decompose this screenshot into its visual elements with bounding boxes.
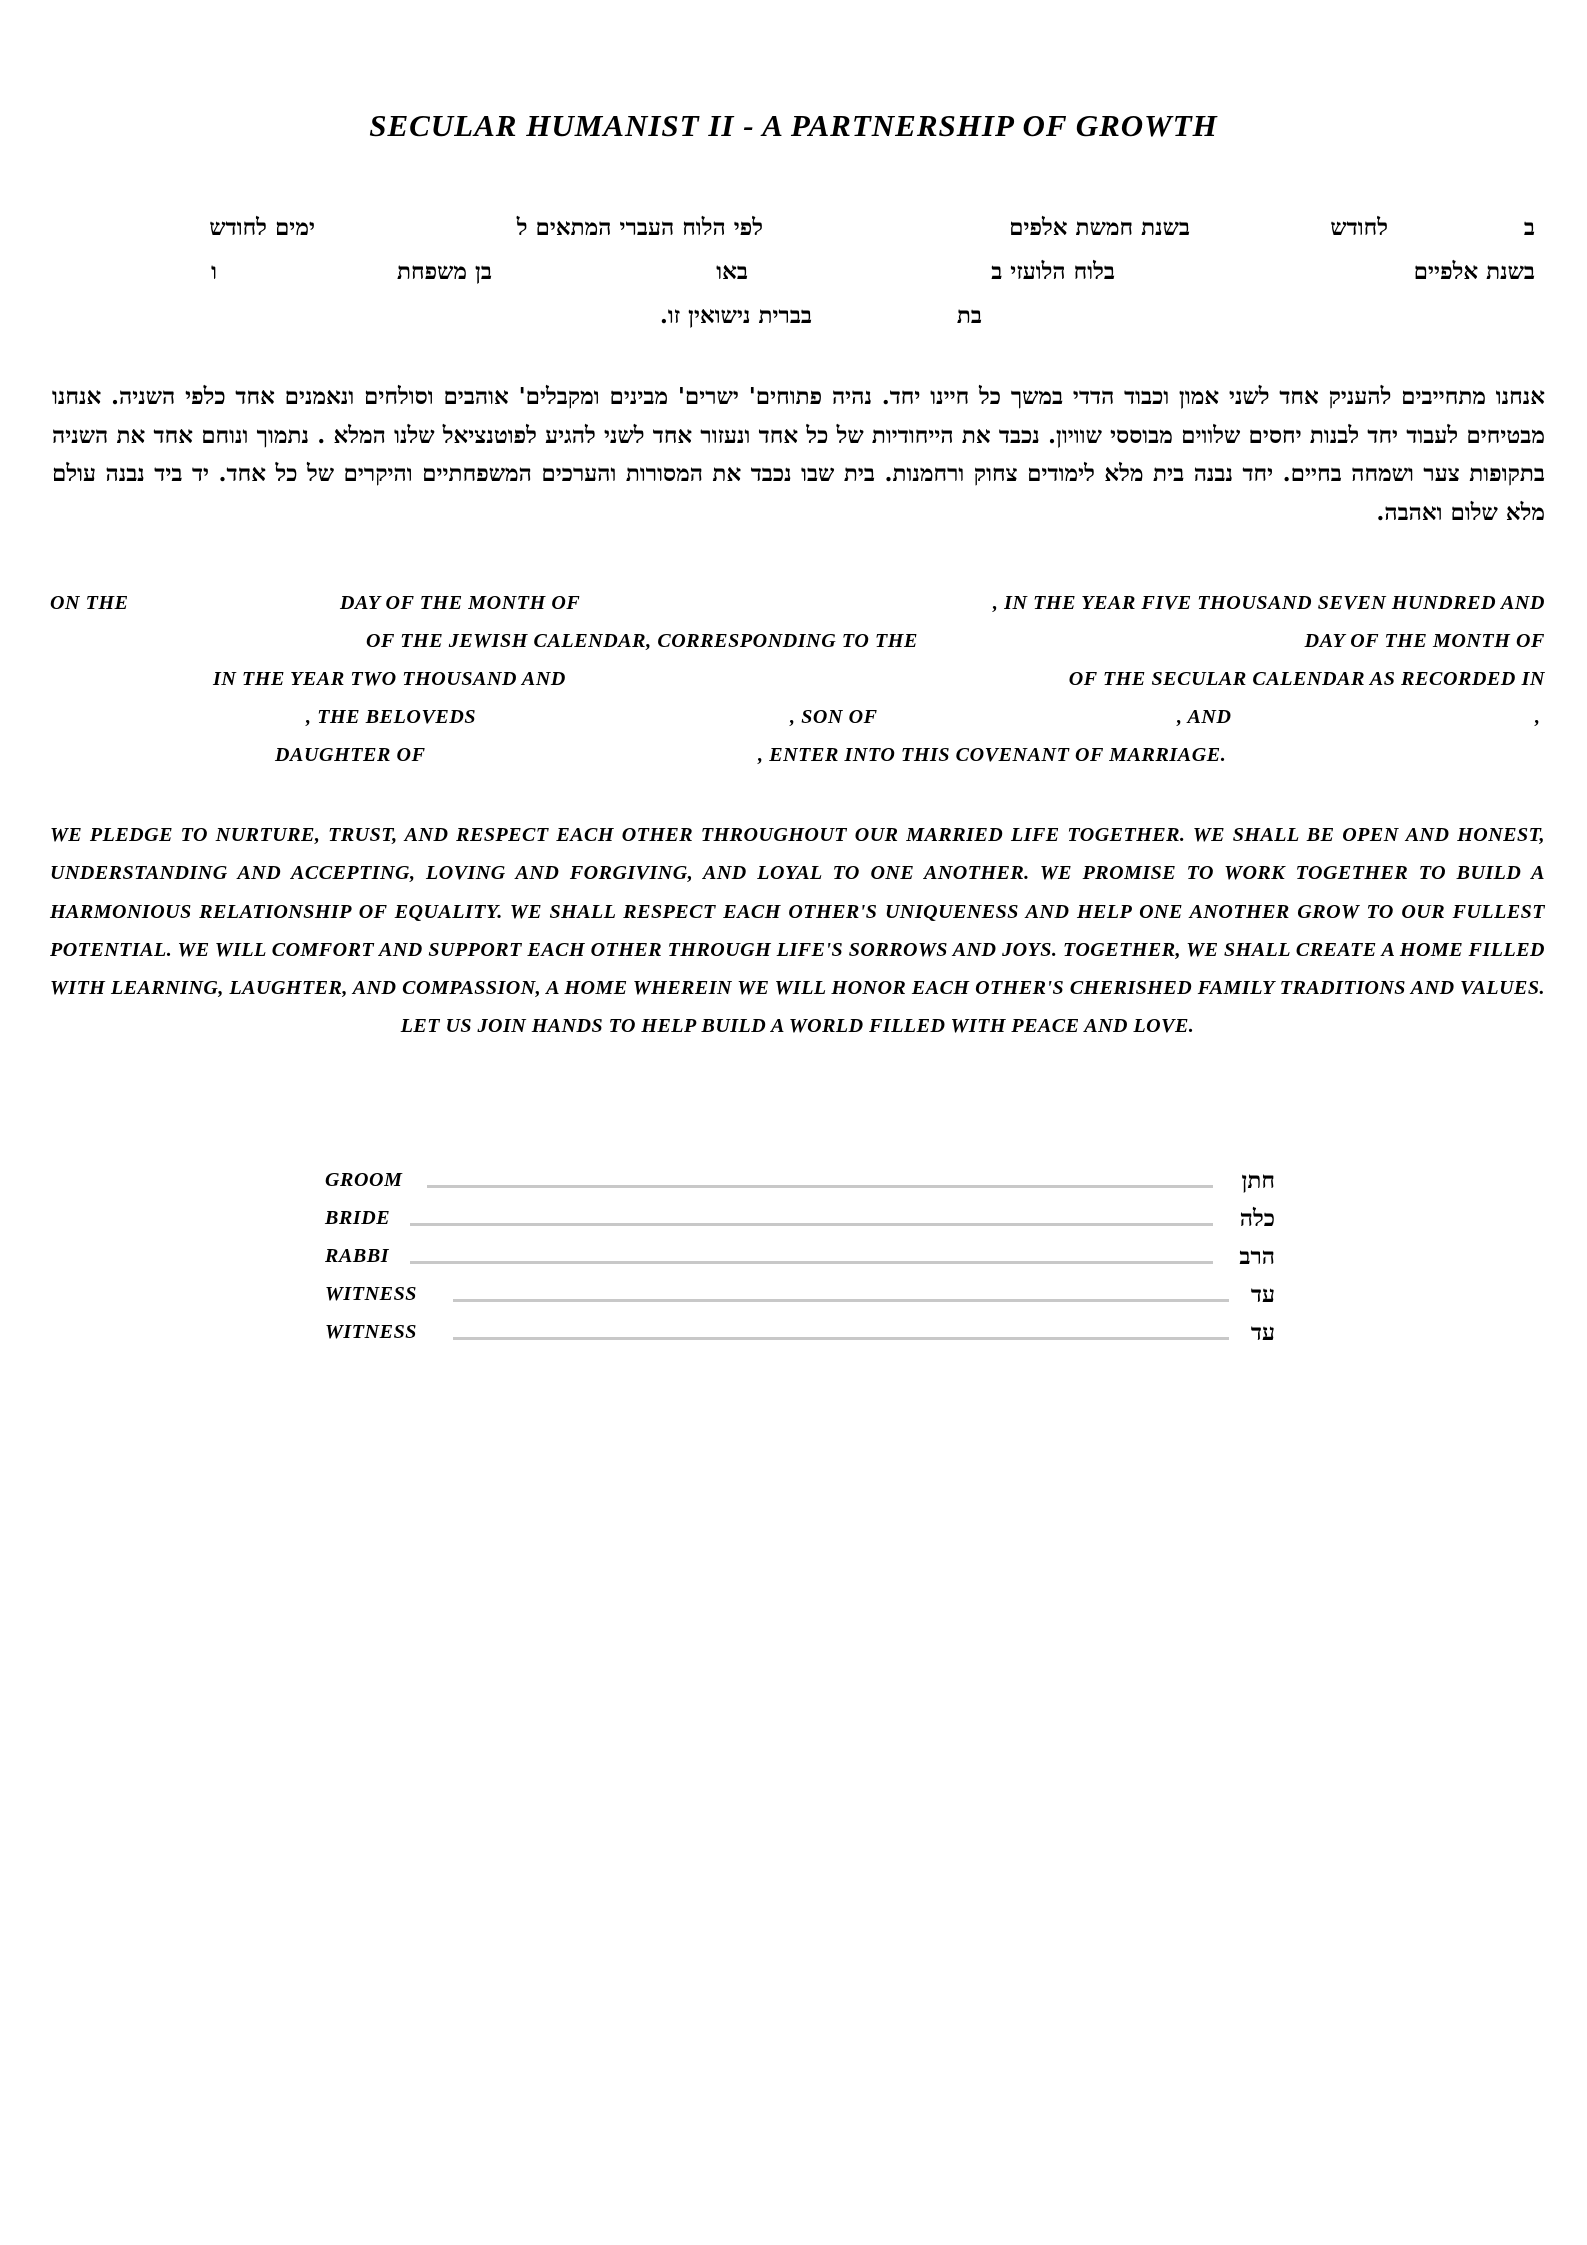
eng-h2-w2: DAY OF THE MONTH OF [1304,630,1545,652]
signature-line-groom[interactable] [427,1185,1213,1188]
eng-h3-w1: IN THE YEAR TWO THOUSAND AND [213,668,566,690]
heb-h2-w5: ו [211,258,217,285]
signature-row-witness-2 [325,1314,1275,1348]
heb-h2-w2: בלוח הלועזי ב [991,258,1115,285]
signature-line-witness-2[interactable] [453,1337,1229,1340]
signature-row-bride [325,1200,1275,1234]
signature-hebrew-label: כלה [1239,1205,1275,1232]
heb-h2-w3: באו [716,258,748,285]
heb-h1-w1: ב [1523,214,1535,241]
eng-h4-w1: , THE BELOVEDS [306,706,477,728]
hebrew-vows-paragraph: אנחנו מתחייבים להעניק אחד לשני אמון וכבוד הדדי במשך כל חיינו יחד. נהיה פתוחים' ישרים' מבינים ומקבלים' אוהבים וסולחים ונאמנים אחד כלפי השניה. אנחנו מבטיחים לעבוד יחד לבנות יחסים שלווים מבוססי שוויון. נכבד את הייחודיות של כל אחד ונעזור אחד לשני להגיע לפוטנציאל שלנו המלא . נתמוך ונוחם אחד את השניה בתקופות צער ושמחה בחיים. יחד נבנה בית מלא לימודים צחוק ורחמנות. בית שבו נכבד את המסורות והערכים המשפחתיים והיקרים של כל אחד. יד ביד נבנה עולם מלא שלום ואהבה. [52,383,1545,526]
heb-h1-w3: בשנת חמשת אלפים [1009,214,1190,241]
signature-hebrew-label: עד [1250,1281,1275,1308]
signature-line-rabbi[interactable] [410,1261,1213,1264]
document-title: SECULAR HUMANIST II - A PARTNERSHIP OF GROWTH [369,108,1218,143]
signature-line-bride[interactable] [410,1223,1213,1226]
eng-h1-w1: ON THE [50,592,129,614]
signature-label: BRIDE [325,1207,391,1229]
signature-line-witness-1[interactable] [453,1299,1229,1302]
eng-h1-w2: DAY OF THE MONTH OF [340,592,581,614]
signature-hebrew-label: עד [1250,1319,1275,1346]
signature-label: WITNESS [325,1321,418,1343]
heb-h3-w2: בברית נישואין זו. [659,302,812,329]
signature-hebrew-label: חתן [1241,1167,1275,1194]
eng-h4-w3: , AND [1177,706,1232,728]
heb-h2-w4: בן משפחת [396,258,492,285]
eng-h2-w1: OF THE JEWISH CALENDAR, CORRESPONDING TO THE [366,630,918,652]
eng-h3-w2: OF THE SECULAR CALENDAR AS RECORDED IN [1068,668,1545,690]
heb-h1-w5: ימים לחודש [209,214,315,241]
signature-row-groom [325,1162,1275,1196]
signature-row-witness-1 [325,1276,1275,1310]
heb-h2-w1: בשנת אלפיים [1413,258,1535,285]
signature-label: WITNESS [325,1283,418,1305]
heb-h1-w4: לפי הלוח העברי המתאים ל [516,214,763,241]
eng-h4-w2: , SON OF [790,706,878,728]
heb-h1-w2: לחודש [1330,214,1388,241]
signature-hebrew-label: הרב [1239,1243,1275,1270]
eng-h5-w2: , ENTER INTO THIS COVENANT OF MARRIAGE. [758,744,1227,766]
english-vows-paragraph: WE PLEDGE TO NURTURE, TRUST, AND RESPECT EACH OTHER THROUGHOUT OUR MARRIED LIFE TOGETHER. WE SHALL BE OPEN AND HONEST, UNDERSTANDING AND ACCEPTING, LOVING AND FORGIVING, AND LOYAL TO ONE ANOTHER. WE PROMISE TO WORK TOGETHER TO BUILD A HARMONIOUS RELATIONSHIP OF EQUALITY. WE SHALL RESPECT EACH OTHER'S UNIQUENESS AND HELP ONE ANOTHER GROW TO OUR FULLEST POTENTIAL. WE WILL COMFORT AND SUPPORT EACH OTHER THROUGH LIFE'S SORROWS AND JOYS. TOGETHER, WE SHALL CREATE A HOME FILLED WITH LEARNING, LAUGHTER, AND COMPASSION, A HOME WHEREIN WE WILL HONOR EACH OTHER'S CHERISHED FAMILY TRADITIONS AND VALUES. LET US JOIN HANDS TO HELP BUILD A WORLD FILLED WITH PEACE AND LOVE. [50,824,1545,1038]
eng-h4-w4: , [1535,706,1541,728]
signature-row-rabbi [325,1238,1275,1272]
heb-h3-w1: בת [956,302,982,329]
eng-h5-w1: DAUGHTER OF [275,744,426,766]
signature-label: GROOM [325,1169,403,1191]
signature-label: RABBI [325,1245,390,1267]
eng-h1-w3: , IN THE YEAR FIVE THOUSAND SEVEN HUNDRED AND [992,592,1545,614]
